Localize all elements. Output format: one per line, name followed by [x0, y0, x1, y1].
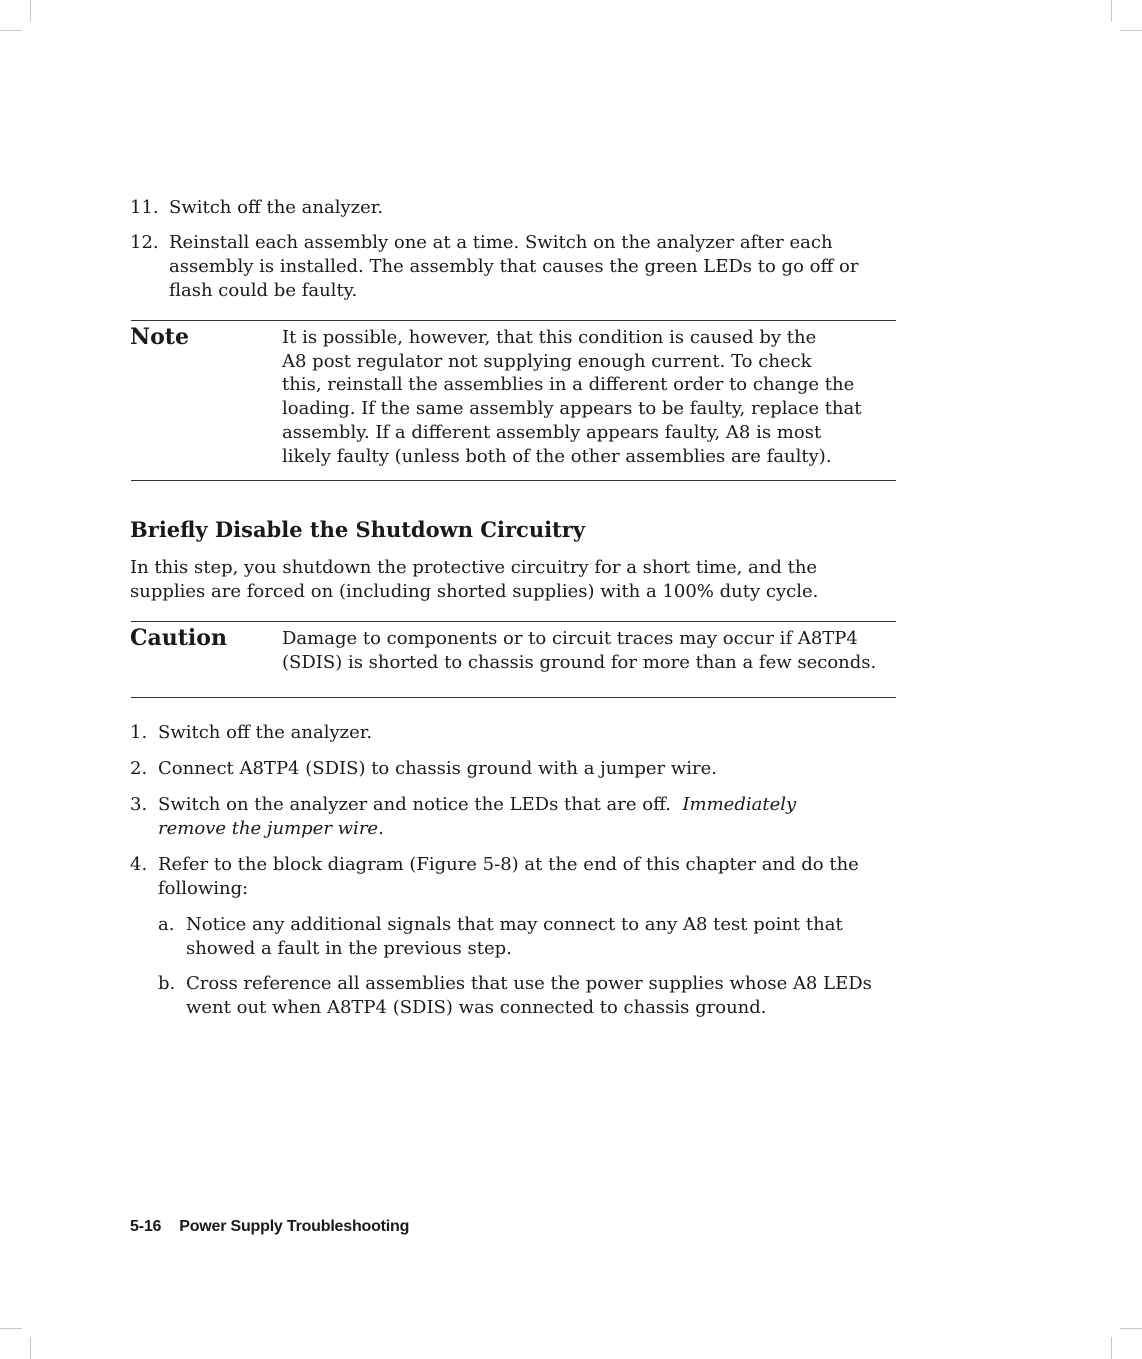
step-text-emphasis: Immediately: [682, 794, 797, 815]
step-text: Switch off the analyzer.: [158, 722, 373, 743]
crop-mark: [1120, 1328, 1142, 1329]
crop-mark: [1111, 0, 1112, 22]
note-line: this, reinstall the assemblies in a different order to change the: [282, 374, 855, 395]
page-number: 5-16: [130, 1218, 162, 1235]
crop-mark: [30, 0, 31, 22]
step-text-emphasis: remove the jumper wire: [158, 818, 379, 839]
section-heading: Briefly Disable the Shutdown Circuitry: [130, 517, 586, 542]
step-number: 4.: [130, 854, 148, 875]
step-text: Switch off the analyzer.: [169, 197, 384, 218]
step-text-plain: Switch on the analyzer and notice the LEDs that are off.: [158, 794, 671, 815]
chapter-title: Power Supply Troubleshooting: [179, 1218, 410, 1235]
step-text: flash could be faulty.: [169, 280, 358, 301]
step-number: 12.: [130, 232, 159, 253]
substep-text: went out when A8TP4 (SDIS) was connected to chassis ground.: [186, 997, 767, 1018]
crop-mark: [30, 1337, 31, 1359]
substep-text: Cross reference all assemblies that use the power supplies whose A8 LEDs: [186, 973, 872, 994]
note-line: A8 post regulator not supplying enough current. To check: [282, 351, 812, 372]
intro-line: In this step, you shutdown the protective circuitry for a short time, and the: [130, 557, 818, 578]
step-text: following:: [158, 878, 249, 899]
caution-top-rule: [131, 621, 896, 622]
substep-letter: b.: [158, 973, 176, 994]
substep-text: showed a fault in the previous step.: [186, 938, 512, 959]
crop-mark: [0, 1328, 22, 1329]
crop-mark: [1120, 30, 1142, 31]
substep-text: Notice any additional signals that may connect to any A8 test point that: [186, 914, 843, 935]
note-line: loading. If the same assembly appears to be faulty, replace that: [282, 398, 862, 419]
caution-label: Caution: [130, 625, 227, 651]
intro-line: supplies are forced on (including shorted supplies) with a 100% duty cycle.: [130, 581, 819, 602]
step-text: assembly is installed. The assembly that causes the green LEDs to go off or: [169, 256, 859, 277]
step-text: [158, 793, 796, 817]
step-text-end: .: [378, 818, 384, 839]
step-text: Refer to the block diagram (Figure 5-8) at the end of this chapter and do the: [158, 854, 859, 875]
note-label: Note: [130, 324, 189, 350]
crop-mark: [1111, 1337, 1112, 1359]
caution-line: (SDIS) is shorted to chassis ground for more than a few seconds.: [282, 652, 877, 673]
page-footer: [130, 1216, 409, 1238]
caution-bottom-rule: [131, 697, 896, 698]
step-number: 3.: [130, 794, 148, 815]
note-line: It is possible, however, that this condition is caused by the: [282, 327, 817, 348]
step-text: Reinstall each assembly one at a time. Switch on the analyzer after each: [169, 232, 833, 253]
step-number: 11.: [130, 197, 159, 218]
caution-line: Damage to components or to circuit traces may occur if A8TP4: [282, 628, 858, 649]
note-bottom-rule: [131, 480, 896, 481]
note-line: likely faulty (unless both of the other assemblies are faulty).: [282, 446, 832, 467]
crop-mark: [0, 30, 22, 31]
note-line: assembly. If a different assembly appears faulty, A8 is most: [282, 422, 822, 443]
step-number: 2.: [130, 758, 148, 779]
step-text: [158, 817, 384, 841]
substep-letter: a.: [158, 914, 175, 935]
note-top-rule: [131, 320, 896, 321]
step-text: Connect A8TP4 (SDIS) to chassis ground with a jumper wire.: [158, 758, 718, 779]
step-number: 1.: [130, 722, 148, 743]
